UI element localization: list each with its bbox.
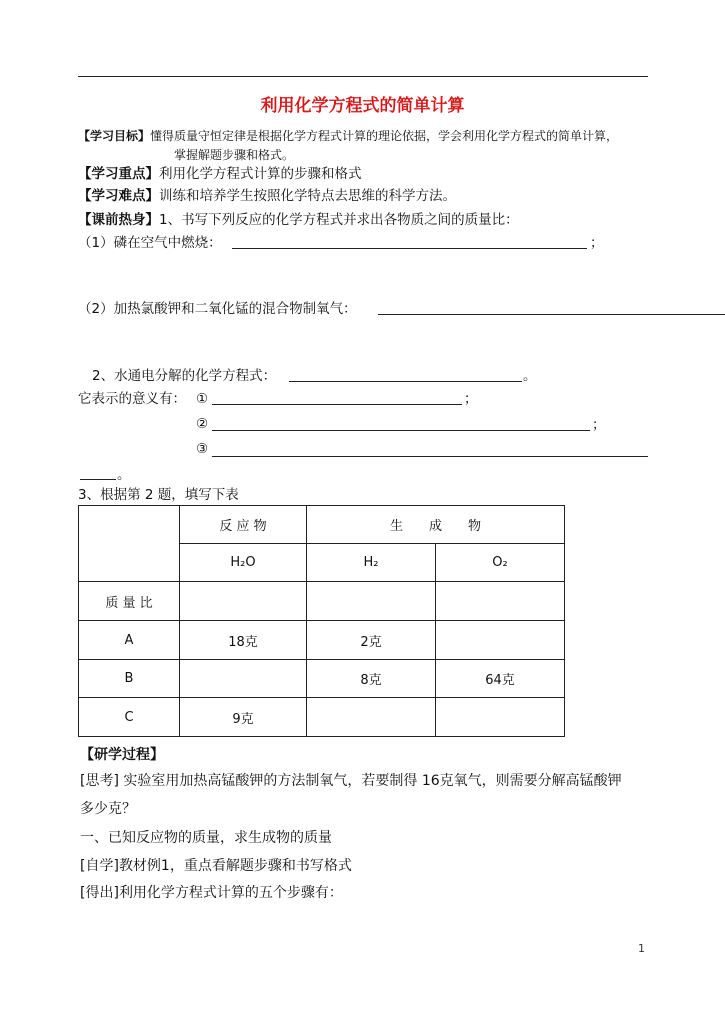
key-point-line xyxy=(78,165,362,183)
reactant-header: 反 应 物 xyxy=(180,506,307,544)
page-number: 1 xyxy=(638,942,645,955)
table-row xyxy=(79,660,565,698)
difficulty-line xyxy=(78,187,456,205)
cell-h2[interactable]: 8克 xyxy=(307,660,436,698)
meaning-label: 它表示的意义有： xyxy=(78,391,186,407)
cell-h2[interactable]: 2克 xyxy=(307,621,436,660)
page-title: 利用化学方程式的简单计算 xyxy=(260,96,465,116)
cell-o2[interactable] xyxy=(436,582,565,621)
conclude-line xyxy=(80,884,343,902)
cell-o2[interactable] xyxy=(436,698,565,737)
row-label: B xyxy=(79,660,180,698)
header-h2o: H₂O xyxy=(180,544,307,582)
meaning-3-blank[interactable] xyxy=(212,456,648,457)
meaning-marker-1: ① xyxy=(196,391,209,407)
section-1-heading: 一、已知反应物的质量，求生成物的质量 xyxy=(80,830,332,846)
conclude-text: 利用化学方程式计算的五个步骤有： xyxy=(118,885,343,901)
table-row xyxy=(79,621,565,660)
difficulty-label: 【学习难点】 xyxy=(78,188,159,204)
header-h2: H₂ xyxy=(307,544,436,582)
table-corner-cell xyxy=(79,506,180,582)
q3-text: 2、水通电分解的化学方程式： xyxy=(92,368,277,384)
objective-text-2: 掌握解题步骤和格式。 xyxy=(174,148,295,162)
objective-text-1: 懂得质量守恒定律是根据化学方程式计算的理论依据，学会利用化学方程式的简单计算， xyxy=(150,129,619,143)
meaning-end-3: 。 xyxy=(117,467,131,483)
warmup-text: 1、书写下列反应的化学方程式并求出各物质之间的质量比： xyxy=(159,212,519,228)
meaning-3-blank-cont[interactable] xyxy=(80,479,116,480)
research-label: 【研学过程】 xyxy=(80,747,164,763)
q4-text: 3、根据第 2 题，填写下表 xyxy=(78,487,239,503)
cell-h2[interactable] xyxy=(307,582,436,621)
cell-o2[interactable]: 64克 xyxy=(436,660,565,698)
header-rule xyxy=(78,76,648,77)
product-header: 生 成 物 xyxy=(307,506,565,544)
cell-h2o[interactable]: 9克 xyxy=(180,698,307,737)
row-label: 质 量 比 xyxy=(79,582,180,621)
think-text-1: 实验室用加热高锰酸钾的方法制氧气，若要制得 16克氧气，则需要分解高锰酸钾 xyxy=(118,773,622,789)
q1-end: ； xyxy=(590,235,604,251)
table-row xyxy=(79,698,565,737)
header-o2: O₂ xyxy=(436,544,565,582)
key-point-text: 利用化学方程式计算的步骤和格式 xyxy=(159,166,362,182)
cell-h2o[interactable]: 18克 xyxy=(180,621,307,660)
row-label: A xyxy=(79,621,180,660)
cell-h2[interactable] xyxy=(307,698,436,737)
meaning-marker-2: ② xyxy=(196,416,209,432)
mass-ratio-table xyxy=(78,505,564,736)
meaning-2-blank[interactable] xyxy=(212,430,590,431)
self-study-line xyxy=(80,857,352,875)
objective-line-1 xyxy=(78,127,618,145)
row-label: C xyxy=(79,698,180,737)
think-label: [思考] xyxy=(80,773,119,789)
objective-label: 【学习目标】 xyxy=(78,129,151,143)
think-line-1 xyxy=(80,772,622,790)
q2-text: （2）加热氯酸钾和二氧化锰的混合物制氧气： xyxy=(78,301,357,317)
cell-o2[interactable] xyxy=(436,621,565,660)
conclude-label: [得出] xyxy=(80,885,119,901)
q1-text: （1）磷在空气中燃烧： xyxy=(78,235,222,251)
think-text-2: 多少克？ xyxy=(80,801,136,817)
self-study-text: 教材例1，重点看解题步骤和书写格式 xyxy=(118,858,352,874)
q2-answer-blank[interactable] xyxy=(378,314,725,315)
q3-answer-blank[interactable] xyxy=(289,381,522,382)
meaning-marker-3: ③ xyxy=(196,441,209,457)
difficulty-text: 训练和培养学生按照化学特点去思维的科学方法。 xyxy=(159,188,456,204)
q1-answer-blank[interactable] xyxy=(232,248,587,249)
key-point-label: 【学习重点】 xyxy=(78,166,159,182)
cell-h2o[interactable] xyxy=(180,582,307,621)
warmup-label: 【课前热身】 xyxy=(78,212,159,228)
warmup-line xyxy=(78,211,519,229)
meaning-end-1: ； xyxy=(464,391,478,407)
meaning-end-2: ； xyxy=(592,417,606,433)
meaning-1-blank[interactable] xyxy=(212,404,462,405)
q3-end: 。 xyxy=(523,368,537,384)
cell-h2o[interactable] xyxy=(180,660,307,698)
self-study-label: [自学] xyxy=(80,858,119,874)
table-row xyxy=(79,582,565,621)
